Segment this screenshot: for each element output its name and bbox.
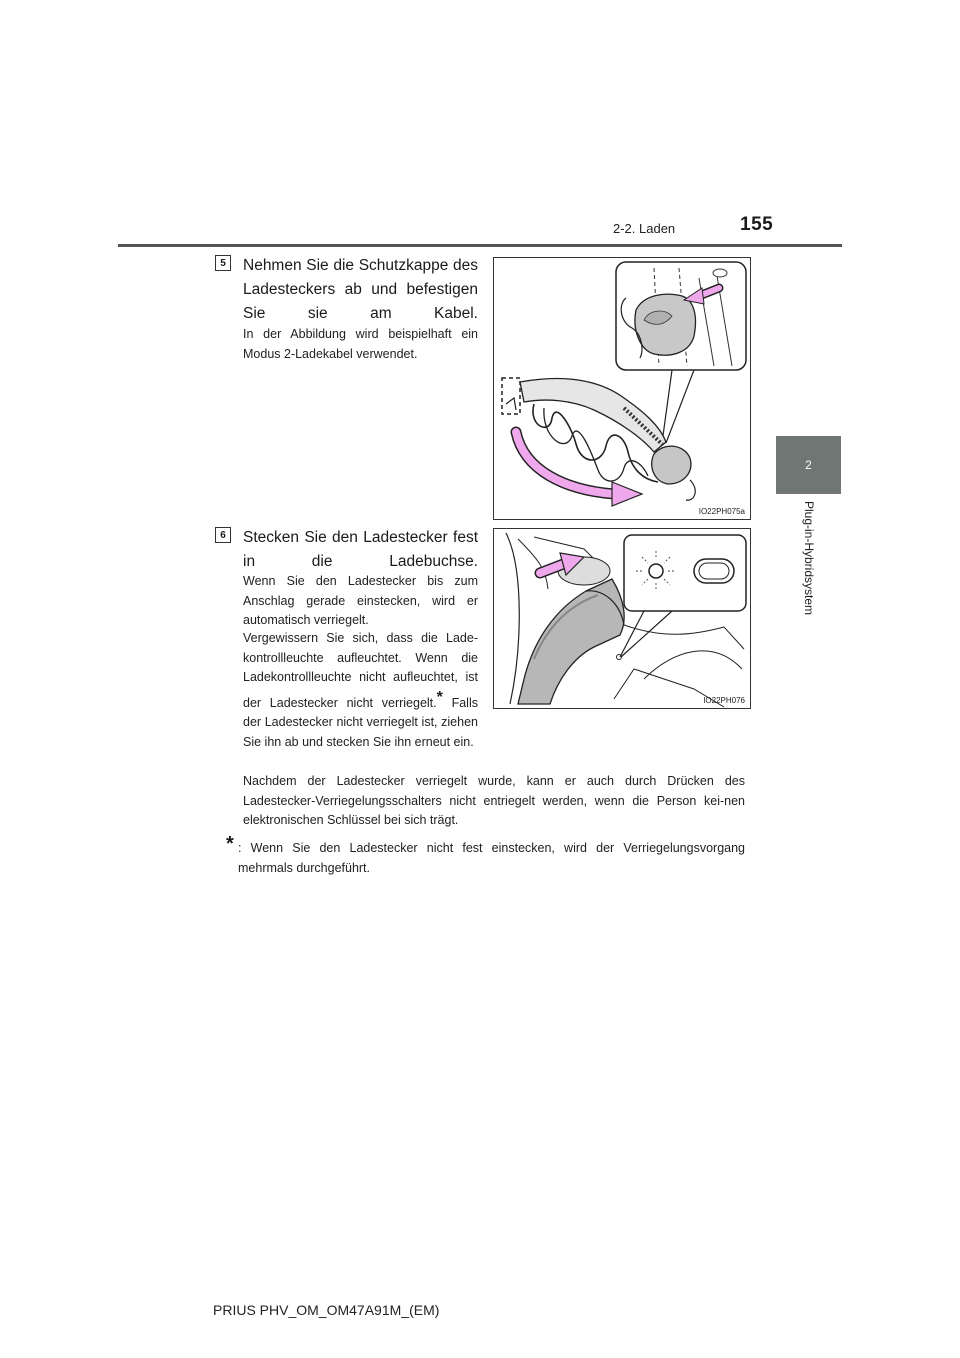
page-number: 155: [740, 214, 774, 235]
plug-insertion-illustration: [494, 529, 750, 708]
footnote-star: *: [226, 833, 234, 855]
section-title: 2-2. Laden: [613, 221, 676, 236]
step-6-note-2-text-b: Falls der Ladestecker nicht verriegelt ist, ziehen Sie ihn ab und stecken Sie ihn erneut ein.: [243, 695, 478, 749]
figure-code-075a: IO22PH075a: [698, 507, 745, 516]
step-6-note-2-text: Vergewissern Sie sich, dass die Lade-kontrollleuchte aufleuchtet. Wenn die Ladekontrollleuchte nicht aufleuchtet, ist der Ladestecker nicht verriegelt.: [243, 631, 478, 710]
chapter-tab-label: [776, 494, 841, 674]
step-6-instruction: Stecken Sie den Ladestecker fest in die Ladebuchse.: [243, 529, 478, 570]
chapter-tab-label-text: Plug-in-Hybridsystem: [801, 500, 816, 616]
chapter-tab-number: 2: [776, 436, 841, 494]
footnote-text: : Wenn Sie den Ladestecker nicht fest einstecken, wird der Verriegelungsvorgang mehrmals durchgeführt.: [238, 841, 745, 875]
step-5-instruction: Nehmen Sie die Schutzkappe des Ladesteckers ab und befestigen Sie sie am Kabel.: [243, 257, 478, 322]
step-6-note-1: Wenn Sie den Ladestecker bis zum Anschlag gerade einstecken, wird er automatisch verriegelt.: [243, 574, 478, 627]
cap-removal-illustration: [494, 258, 750, 519]
step-number-6: 6: [215, 527, 231, 543]
step-5-note: In der Abbildung wird beispielhaft ein Modus 2-Ladekabel verwendet.: [243, 327, 478, 361]
figure-protective-cap: [493, 257, 751, 520]
figure-code-076: IO22PH076: [703, 696, 745, 705]
step-6-note-2: [243, 629, 478, 752]
footnote-marker: *: [436, 688, 443, 706]
lock-note-paragraph: Nachdem der Ladestecker verriegelt wurde, kann er auch durch Drücken des Ladestecker-Verriegelungsschalters nicht entriegelt werden, wenn die Person kei-nen elektronischen Schlüssel bei sich trägt.: [243, 774, 745, 827]
document-footer: PRIUS PHV_OM_OM47A91M_(EM): [213, 1302, 440, 1318]
header-rule: [118, 244, 842, 247]
step-number-5: 5: [215, 255, 231, 271]
figure-charging-inlet: [493, 528, 751, 709]
